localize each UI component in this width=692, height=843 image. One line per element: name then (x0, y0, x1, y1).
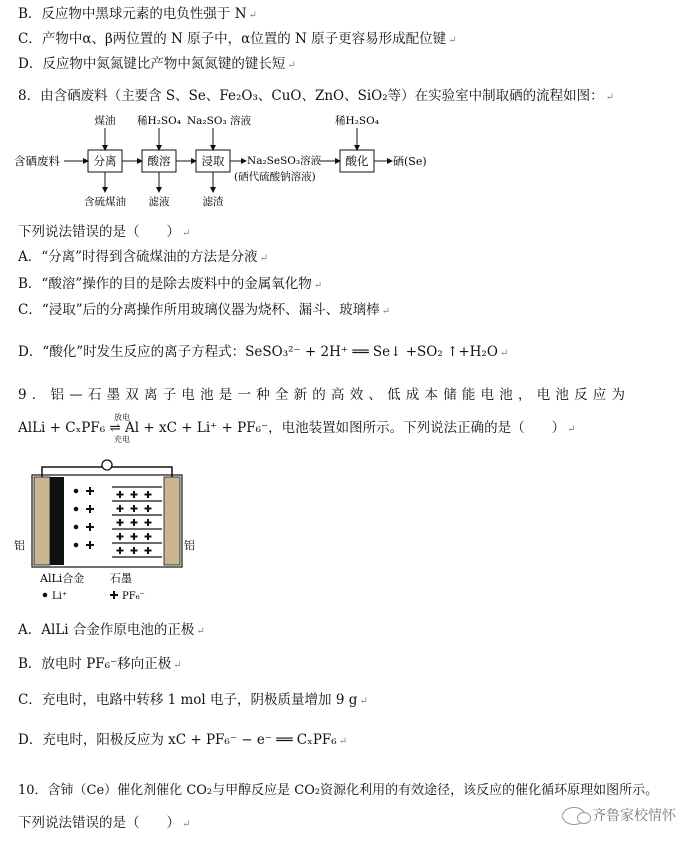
svg-text:含硫煤油: 含硫煤油 (84, 196, 126, 208)
svg-text:稀H₂SO₄: 稀H₂SO₄ (137, 115, 181, 127)
flowchart-diagram (14, 112, 434, 212)
question-10: 10．含铈（Ce）催化剂催化 CO₂与甲醇反应是 CO₂资源化利用的有效途径，该反应的催化循环原理如图所示。 (18, 783, 659, 798)
svg-text:煤油: 煤油 (94, 115, 116, 127)
q9-eq-bottom: 充电 (114, 435, 130, 444)
option-9a: A．AlLi 合金作原电池的正极 ↵ (18, 622, 205, 638)
battery-legend-li: Li⁺ (52, 591, 68, 602)
svg-text:稀H₂SO₄: 稀H₂SO₄ (335, 115, 379, 127)
battery-right-label: 铝 (184, 539, 195, 552)
battery-legend-pf6: PF₆⁻ (122, 591, 145, 602)
svg-text:分离: 分离 (93, 154, 117, 168)
watermark: 齐鲁家校情怀 (562, 805, 676, 825)
question-9: 9．铝—石墨双离子电池是一种全新的高效、低成本储能电池，电池反应为 (18, 387, 631, 403)
battery-alloy-label: AlLi合金 (40, 572, 85, 585)
option-8a: A．“分离”时得到含硫煤油的方法是分液 ↵ (18, 249, 268, 265)
option-9c: C．充电时，电路中转移 1 mol 电子，阴极质量增加 9 g ↵ (18, 692, 368, 708)
svg-text:浸取: 浸取 (201, 154, 225, 168)
battery-graphite-label: 石墨 (110, 572, 132, 585)
battery-left-label: 铝 (14, 539, 25, 552)
flow-mid-product: Na₂SeSO₃溶液 (247, 155, 322, 167)
q10-ask: 下列说法错误的是（ ） ↵ (18, 815, 191, 831)
equation-8d: SeSO₃²⁻ + 2H⁺ ══ Se↓ +SO₂ ↑+H₂O (245, 344, 498, 360)
question-8: 8．由含硒废料（主要含 S、Se、Fe₂O₃、CuO、ZnO、SiO₂等）在实验室中制取硒的流程如图： ↵ (18, 88, 615, 104)
svg-text:滤渣: 滤渣 (202, 196, 224, 208)
flow-final: 硒(Se) (393, 155, 427, 168)
option-8d: D．“酸化”时发生反应的离子方程式：SeSO₃²⁻ + 2H⁺ ══ Se↓ +SO₂ ↑+H₂O ↵ (18, 344, 509, 360)
option-8b: B．“酸溶”操作的目的是除去废料中的金属氧化物 ↵ (18, 276, 323, 292)
option-9b: B．放电时 PF₆⁻移向正极 ↵ (18, 656, 182, 672)
equation-9d: xC + PF₆⁻ − e⁻ ══ CₓPF₆ (168, 732, 337, 748)
option-8c: C．“浸取”后的分离操作所用玻璃仪器为烧杯、漏斗、玻璃棒 ↵ (18, 302, 391, 318)
q9-equation-line: 放电 充电 AlLi + CₓPF₆ ⇌ Al + xC + Li⁺ + PF₆⁻，电池装置如图所示。下列说法正确的是（ ） ↵ (18, 413, 576, 444)
option-9d: D．充电时，阳极反应为 xC + PF₆⁻ − e⁻ ══ CₓPF₆ ↵ (18, 732, 348, 748)
flow-mid-note: (硒代硫酸钠溶液) (234, 171, 316, 183)
svg-text:Na₂SO₃ 溶液: Na₂SO₃ 溶液 (186, 115, 252, 127)
svg-text:滤液: 滤液 (148, 196, 170, 208)
q9-eq-top: 放电 (114, 413, 130, 422)
equation-9: AlLi + CₓPF₆ ⇌ Al + xC + Li⁺ + PF₆⁻ (18, 420, 269, 436)
wechat-icon (562, 807, 586, 825)
battery-diagram (14, 455, 204, 605)
option-7b: B．反应物中黑球元素的电负性强于 N ↵ (18, 6, 257, 22)
svg-text:酸溶: 酸溶 (147, 154, 171, 168)
flow-feed: 含硒废料 (14, 154, 60, 168)
q8-ask: 下列说法错误的是（ ） ↵ (18, 224, 191, 240)
option-7c: C．产物中α、β两位置的 N 原子中，α位置的 N 原子更容易形成配位键 ↵ (18, 31, 457, 47)
svg-text:酸化: 酸化 (345, 154, 369, 168)
option-7d: D．反应物中氮氮键比产物中氮氮键的键长短 ↵ (18, 56, 296, 72)
